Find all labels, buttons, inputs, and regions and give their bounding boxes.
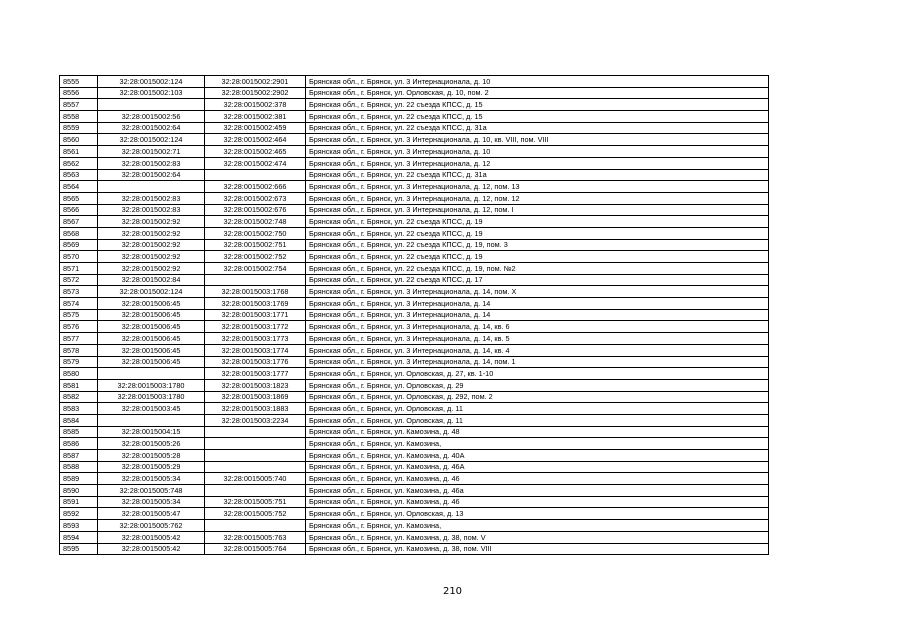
address-cell: Брянская обл., г. Брянск, ул. 22 съезда КПСС, д. 19 [306,216,769,228]
new-cadastral-number-cell: 32:28:0015003:1883 [205,403,306,415]
address-cell: Брянская обл., г. Брянск, ул. Орловская, д. 29 [306,379,769,391]
row-number-cell: 8556 [60,87,98,99]
table-row [60,239,769,251]
address-cell: Брянская обл., г. Брянск, ул. Камозина, д. 46 [306,473,769,485]
table-row [60,227,769,239]
old-cadastral-number-cell: 32:28:0015006:45 [98,333,205,345]
new-cadastral-number-cell: 32:28:0015003:1823 [205,379,306,391]
table-row [60,414,769,426]
table-row [60,157,769,169]
address-cell: Брянская обл., г. Брянск, ул. 22 съезда КПСС, д. 19, пом. 3 [306,239,769,251]
table-row [60,321,769,333]
row-number-cell: 8594 [60,531,98,543]
row-number-cell: 8583 [60,403,98,415]
row-number-cell: 8586 [60,438,98,450]
old-cadastral-number-cell: 32:28:0015005:42 [98,543,205,555]
row-number-cell: 8555 [60,76,98,88]
new-cadastral-number-cell: 32:28:0015003:1773 [205,333,306,345]
address-cell: Брянская обл., г. Брянск, ул. 22 съезда КПСС, д. 31а [306,122,769,134]
old-cadastral-number-cell: 32:28:0015006:45 [98,356,205,368]
address-cell: Брянская обл., г. Брянск, ул. 22 съезда КПСС, д. 15 [306,99,769,111]
old-cadastral-number-cell: 32:28:0015005:34 [98,473,205,485]
old-cadastral-number-cell: 32:28:0015005:26 [98,438,205,450]
address-cell: Брянская обл., г. Брянск, ул. 3 Интернационала, д. 10 [306,146,769,158]
new-cadastral-number-cell: 32:28:0015003:1768 [205,286,306,298]
table-row [60,403,769,415]
old-cadastral-number-cell [98,181,205,193]
table-row [60,122,769,134]
address-cell: Брянская обл., г. Брянск, ул. 22 съезда КПСС, д. 15 [306,111,769,123]
new-cadastral-number-cell [205,169,306,181]
row-number-cell: 8589 [60,473,98,485]
table-row [60,76,769,88]
new-cadastral-number-cell: 32:28:0015005:764 [205,543,306,555]
records-table-body [60,76,769,555]
address-cell: Брянская обл., г. Брянск, ул. Орловская, д. 27, кв. 1-10 [306,368,769,380]
address-cell: Брянская обл., г. Брянск, ул. 22 съезда КПСС, д. 19 [306,227,769,239]
row-number-cell: 8567 [60,216,98,228]
row-number-cell: 8566 [60,204,98,216]
address-cell: Брянская обл., г. Брянск, ул. Камозина, д. 48 [306,426,769,438]
table-row [60,438,769,450]
row-number-cell: 8558 [60,111,98,123]
old-cadastral-number-cell: 32:28:0015006:45 [98,309,205,321]
new-cadastral-number-cell: 32:28:0015003:1771 [205,309,306,321]
row-number-cell: 8559 [60,122,98,134]
address-cell: Брянская обл., г. Брянск, ул. Орловская, д. 11 [306,414,769,426]
old-cadastral-number-cell: 32:28:0015005:28 [98,450,205,462]
old-cadastral-number-cell: 32:28:0015002:84 [98,274,205,286]
old-cadastral-number-cell: 32:28:0015002:64 [98,122,205,134]
new-cadastral-number-cell: 32:28:0015002:676 [205,204,306,216]
table-row [60,251,769,263]
table-row [60,192,769,204]
new-cadastral-number-cell: 32:28:0015002:464 [205,134,306,146]
table-row [60,333,769,345]
new-cadastral-number-cell: 32:28:0015003:1869 [205,391,306,403]
new-cadastral-number-cell [205,274,306,286]
table-row [60,134,769,146]
row-number-cell: 8576 [60,321,98,333]
old-cadastral-number-cell: 32:28:0015002:56 [98,111,205,123]
table-row [60,379,769,391]
new-cadastral-number-cell: 32:28:0015002:459 [205,122,306,134]
address-cell: Брянская обл., г. Брянск, ул. 3 Интернационала, д. 14, пом. 1 [306,356,769,368]
new-cadastral-number-cell: 32:28:0015003:1774 [205,344,306,356]
table-row [60,450,769,462]
table-row [60,356,769,368]
new-cadastral-number-cell: 32:28:0015005:752 [205,508,306,520]
address-cell: Брянская обл., г. Брянск, ул. Камозина, [306,438,769,450]
table-row [60,543,769,555]
address-cell: Брянская обл., г. Брянск, ул. Камозина, д. 38, пом. V [306,531,769,543]
row-number-cell: 8572 [60,274,98,286]
address-cell: Брянская обл., г. Брянск, ул. 3 Интернационала, д. 12, пом. 12 [306,192,769,204]
table-row [60,111,769,123]
address-cell: Брянская обл., г. Брянск, ул. Камозина, д. 46А [306,461,769,473]
address-cell: Брянская обл., г. Брянск, ул. Орловская, д. 13 [306,508,769,520]
row-number-cell: 8568 [60,227,98,239]
new-cadastral-number-cell: 32:28:0015002:474 [205,157,306,169]
table-row [60,461,769,473]
new-cadastral-number-cell: 32:28:0015002:752 [205,251,306,263]
old-cadastral-number-cell: 32:28:0015006:45 [98,344,205,356]
address-cell: Брянская обл., г. Брянск, ул. 3 Интернационала, д. 12 [306,157,769,169]
old-cadastral-number-cell: 32:28:0015005:762 [98,520,205,532]
old-cadastral-number-cell: 32:28:0015005:29 [98,461,205,473]
row-number-cell: 8588 [60,461,98,473]
row-number-cell: 8587 [60,450,98,462]
new-cadastral-number-cell [205,485,306,497]
old-cadastral-number-cell [98,99,205,111]
new-cadastral-number-cell: 32:28:0015005:751 [205,496,306,508]
table-row [60,99,769,111]
old-cadastral-number-cell: 32:28:0015003:1780 [98,391,205,403]
old-cadastral-number-cell: 32:28:0015003:45 [98,403,205,415]
row-number-cell: 8569 [60,239,98,251]
new-cadastral-number-cell: 32:28:0015002:754 [205,263,306,275]
table-row [60,274,769,286]
row-number-cell: 8580 [60,368,98,380]
address-cell: Брянская обл., г. Брянск, ул. 3 Интернационала, д. 14 [306,309,769,321]
row-number-cell: 8584 [60,414,98,426]
table-row [60,473,769,485]
old-cadastral-number-cell: 32:28:0015005:748 [98,485,205,497]
address-cell: Брянская обл., г. Брянск, ул. Камозина, д. 40А [306,450,769,462]
table-row [60,368,769,380]
row-number-cell: 8595 [60,543,98,555]
address-cell: Брянская обл., г. Брянск, ул. Орловская, д. 292, пом. 2 [306,391,769,403]
address-cell: Брянская обл., г. Брянск, ул. 3 Интернационала, д. 14 [306,298,769,310]
row-number-cell: 8557 [60,99,98,111]
old-cadastral-number-cell: 32:28:0015002:92 [98,239,205,251]
new-cadastral-number-cell: 32:28:0015002:378 [205,99,306,111]
address-cell: Брянская обл., г. Брянск, ул. 22 съезда КПСС, д. 19 [306,251,769,263]
records-table [59,75,769,555]
table-row [60,298,769,310]
address-cell: Брянская обл., г. Брянск, ул. Орловская, д. 10, пом. 2 [306,87,769,99]
table-row [60,520,769,532]
old-cadastral-number-cell [98,414,205,426]
new-cadastral-number-cell: 32:28:0015003:1776 [205,356,306,368]
new-cadastral-number-cell: 32:28:0015002:2902 [205,87,306,99]
new-cadastral-number-cell: 32:28:0015002:381 [205,111,306,123]
row-number-cell: 8574 [60,298,98,310]
row-number-cell: 8573 [60,286,98,298]
old-cadastral-number-cell: 32:28:0015002:124 [98,76,205,88]
new-cadastral-number-cell: 32:28:0015005:763 [205,531,306,543]
table-row [60,391,769,403]
old-cadastral-number-cell: 32:28:0015002:124 [98,134,205,146]
row-number-cell: 8582 [60,391,98,403]
table-row [60,508,769,520]
row-number-cell: 8579 [60,356,98,368]
row-number-cell: 8578 [60,344,98,356]
new-cadastral-number-cell [205,438,306,450]
new-cadastral-number-cell: 32:28:0015002:673 [205,192,306,204]
old-cadastral-number-cell: 32:28:0015002:83 [98,204,205,216]
address-cell: Брянская обл., г. Брянск, ул. 3 Интернационала, д. 12, пом. 13 [306,181,769,193]
row-number-cell: 8565 [60,192,98,204]
table-row [60,146,769,158]
table-row [60,485,769,497]
address-cell: Брянская обл., г. Брянск, ул. Камозина, д. 38, пом. VIII [306,543,769,555]
new-cadastral-number-cell [205,450,306,462]
address-cell: Брянская обл., г. Брянск, ул. Камозина, д. 46а [306,485,769,497]
row-number-cell: 8591 [60,496,98,508]
table-row [60,344,769,356]
new-cadastral-number-cell: 32:28:0015002:465 [205,146,306,158]
new-cadastral-number-cell: 32:28:0015003:1772 [205,321,306,333]
new-cadastral-number-cell: 32:28:0015003:1777 [205,368,306,380]
new-cadastral-number-cell: 32:28:0015003:1769 [205,298,306,310]
address-cell: Брянская обл., г. Брянск, ул. 22 съезда КПСС, д. 31а [306,169,769,181]
old-cadastral-number-cell: 32:28:0015002:92 [98,263,205,275]
old-cadastral-number-cell: 32:28:0015002:71 [98,146,205,158]
new-cadastral-number-cell: 32:28:0015003:2234 [205,414,306,426]
old-cadastral-number-cell: 32:28:0015005:34 [98,496,205,508]
old-cadastral-number-cell [98,368,205,380]
row-number-cell: 8593 [60,520,98,532]
table-row [60,87,769,99]
old-cadastral-number-cell: 32:28:0015004:15 [98,426,205,438]
new-cadastral-number-cell [205,461,306,473]
table-row [60,181,769,193]
old-cadastral-number-cell: 32:28:0015005:42 [98,531,205,543]
table-row [60,216,769,228]
row-number-cell: 8581 [60,379,98,391]
old-cadastral-number-cell: 32:28:0015006:45 [98,298,205,310]
new-cadastral-number-cell: 32:28:0015002:751 [205,239,306,251]
address-cell: Брянская обл., г. Брянск, ул. 3 Интернационала, д. 14, кв. 6 [306,321,769,333]
table-row [60,309,769,321]
address-cell: Брянская обл., г. Брянск, ул. 22 съезда КПСС, д. 17 [306,274,769,286]
row-number-cell: 8585 [60,426,98,438]
row-number-cell: 8590 [60,485,98,497]
row-number-cell: 8577 [60,333,98,345]
page-number: 210 [442,586,463,597]
old-cadastral-number-cell: 32:28:0015002:83 [98,157,205,169]
old-cadastral-number-cell: 32:28:0015002:103 [98,87,205,99]
address-cell: Брянская обл., г. Брянск, ул. 3 Интернационала, д. 14, пом. X [306,286,769,298]
table-row [60,286,769,298]
address-cell: Брянская обл., г. Брянск, ул. Камозина, [306,520,769,532]
row-number-cell: 8575 [60,309,98,321]
address-cell: Брянская обл., г. Брянск, ул. Камозина, д. 46 [306,496,769,508]
old-cadastral-number-cell: 32:28:0015002:92 [98,216,205,228]
old-cadastral-number-cell: 32:28:0015002:64 [98,169,205,181]
row-number-cell: 8562 [60,157,98,169]
table-row [60,204,769,216]
old-cadastral-number-cell: 32:28:0015002:83 [98,192,205,204]
address-cell: Брянская обл., г. Брянск, ул. Орловская, д. 11 [306,403,769,415]
address-cell: Брянская обл., г. Брянск, ул. 3 Интернационала, д. 14, кв. 4 [306,344,769,356]
row-number-cell: 8571 [60,263,98,275]
row-number-cell: 8561 [60,146,98,158]
old-cadastral-number-cell: 32:28:0015005:47 [98,508,205,520]
address-cell: Брянская обл., г. Брянск, ул. 3 Интернационала, д. 12, пом. I [306,204,769,216]
old-cadastral-number-cell: 32:28:0015002:124 [98,286,205,298]
row-number-cell: 8564 [60,181,98,193]
address-cell: Брянская обл., г. Брянск, ул. 3 Интернационала, д. 10 [306,76,769,88]
old-cadastral-number-cell: 32:28:0015003:1780 [98,379,205,391]
new-cadastral-number-cell: 32:28:0015005:740 [205,473,306,485]
row-number-cell: 8570 [60,251,98,263]
table-row [60,496,769,508]
address-cell: Брянская обл., г. Брянск, ул. 22 съезда КПСС, д. 19, пом. №2 [306,263,769,275]
row-number-cell: 8560 [60,134,98,146]
old-cadastral-number-cell: 32:28:0015006:45 [98,321,205,333]
new-cadastral-number-cell: 32:28:0015002:666 [205,181,306,193]
new-cadastral-number-cell [205,426,306,438]
row-number-cell: 8563 [60,169,98,181]
row-number-cell: 8592 [60,508,98,520]
table-row [60,426,769,438]
old-cadastral-number-cell: 32:28:0015002:92 [98,227,205,239]
table-row [60,531,769,543]
new-cadastral-number-cell [205,520,306,532]
table-row [60,263,769,275]
old-cadastral-number-cell: 32:28:0015002:92 [98,251,205,263]
table-row [60,169,769,181]
new-cadastral-number-cell: 32:28:0015002:748 [205,216,306,228]
address-cell: Брянская обл., г. Брянск, ул. 3 Интернационала, д. 10, кв. VIII, пом. VIII [306,134,769,146]
new-cadastral-number-cell: 32:28:0015002:750 [205,227,306,239]
new-cadastral-number-cell: 32:28:0015002:2901 [205,76,306,88]
address-cell: Брянская обл., г. Брянск, ул. 3 Интернационала, д. 14, кв. 5 [306,333,769,345]
